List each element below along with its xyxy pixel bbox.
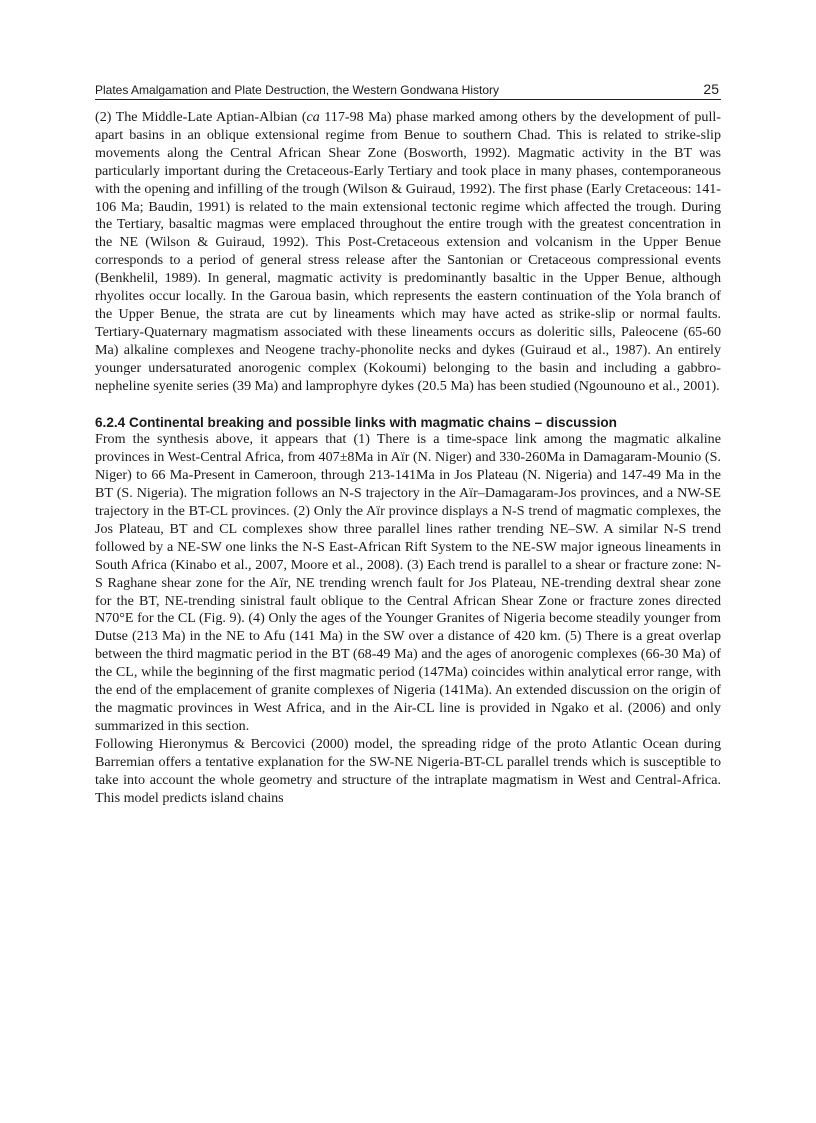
paragraph-lead: (2) The Middle-Late Aptian-Albian (: [95, 109, 307, 125]
paragraph-body: 117-98 Ma) phase marked among others by the development of pull-apart basins in an oblique extensional regime from Benue to southern Chad. This is related to strike-slip movements along the Central African Shear Zone (Bosworth, 1992). Magmatic activity in the BT was particularly important during the Cretaceous-Early Tertiary and took place in many phases, contemporaneous with the opening and infilling of the trough (Wilson & Guiraud, 1992). The first phase (Early Cretaceous: 141-106 Ma; Baudin, 1991) is related to the main extensional tectonic regime which affected the trough. During the Tertiary, basaltic magmas were emplaced throughout the entire trough with the greatest concentration in the NE (Wilson & Guiraud, 1992). This Post-Cretaceous extension and volcanism in the Upper Benue corresponds to a period of general stress release after the Santonian or Cretaceous compressional events (Benkhelil, 1989). In general, magmatic activity is predominantly basaltic in the Upper Benue, although rhyolites occur locally. In the Garoua basin, which represents the eastern continuation of the Yola branch of the Upper Benue, the strata are cut by lineaments which may have acted as strike-slip or normal faults. Tertiary-Quaternary magmatism associated with these lineaments occurs as doleritic sills, Paleocene (65-60 Ma) alkaline complexes and Neogene trachy-phonolite necks and dykes (Guiraud et al., 1987). An entirely younger undersaturated anorogenic complex (Kokoumi) belonging to the basin and including a gabbro-nepheline syenite series (39 Ma) and lamprophyre dykes (20.5 Ma) has been studied (Ngounouno et al., 2001).: [95, 109, 721, 394]
paragraph-model: Following Hieronymus & Bercovici (2000) model, the spreading ridge of the proto Atlantic Ocean during Barremian offers a tentative explanation for the SW-NE Nigeria-BT-CL parallel trends which is susceptible to take into account the whole geometry and structure of the intraplate magmatism in West and Central-Africa. This model predicts island chains: [95, 735, 721, 806]
circa-abbreviation: ca: [306, 109, 320, 125]
running-header: [95, 78, 721, 100]
running-title: Plates Amalgamation and Plate Destruction, the Western Gondwana History: [95, 83, 499, 97]
page: [95, 78, 721, 807]
section-heading: 6.2.4 Continental breaking and possible links with magmatic chains – discussion: [95, 414, 617, 430]
page-number: 25: [703, 81, 719, 97]
paragraph-aptian-albian: [95, 109, 721, 396]
paragraph-synthesis: From the synthesis above, it appears that (1) There is a time-space link among the magmatic alkaline provinces in West-Central Africa, from 407±8Ma in Aïr (N. Niger) and 330-260Ma in Damagaram-Mounio (S. Niger) to 66 Ma-Present in Cameroon, through 213-141Ma in Jos Plateau (N. Nigeria) and 147-49 Ma in the BT (S. Nigeria). The migration follows an N-S trajectory in the Aïr–Damagaram-Jos provinces, and a NW-SE trajectory in the BT-CL provinces. (2) Only the Aïr province displays a N-S trend of magmatic complexes, the Jos Plateau, BT and CL complexes show three parallel lines rather trending NE–SW. A similar N-S trend followed by a NE-SW one links the N-S East-African Rift System to the NE-SW major igneous lineaments in South Africa (Kinabo et al., 2007, Moore et al., 2008). (3) Each trend is parallel to a shear or fracture zone: N-S Raghane shear zone for the Aïr, NE trending wrench fault for Jos Plateau, NE-trending dextral shear zone for the BT, NE-trending sinistral fault oblique to the Central African Shear Zone or fracture zones directed N70°E for the CL (Fig. 9). (4) Only the ages of the Younger Granites of Nigeria become steadily younger from Dutse (213 Ma) in the NE to Afu (141 Ma) in the SW over a distance of 420 km. (5) There is a great overlap between the third magmatic period in the BT (68-49 Ma) and the ages of anorogenic complexes (66-30 Ma) of the CL, while the beginning of the first magmatic period (147Ma) coincides within analytical error range, with the end of the emplacement of granite complexes of Nigeria (141Ma). An extended discussion on the origin of the magmatic provinces in West Africa, and in the Air-CL line is provided in Ngako et al. (2006) and only summarized in this section.: [95, 431, 721, 734]
